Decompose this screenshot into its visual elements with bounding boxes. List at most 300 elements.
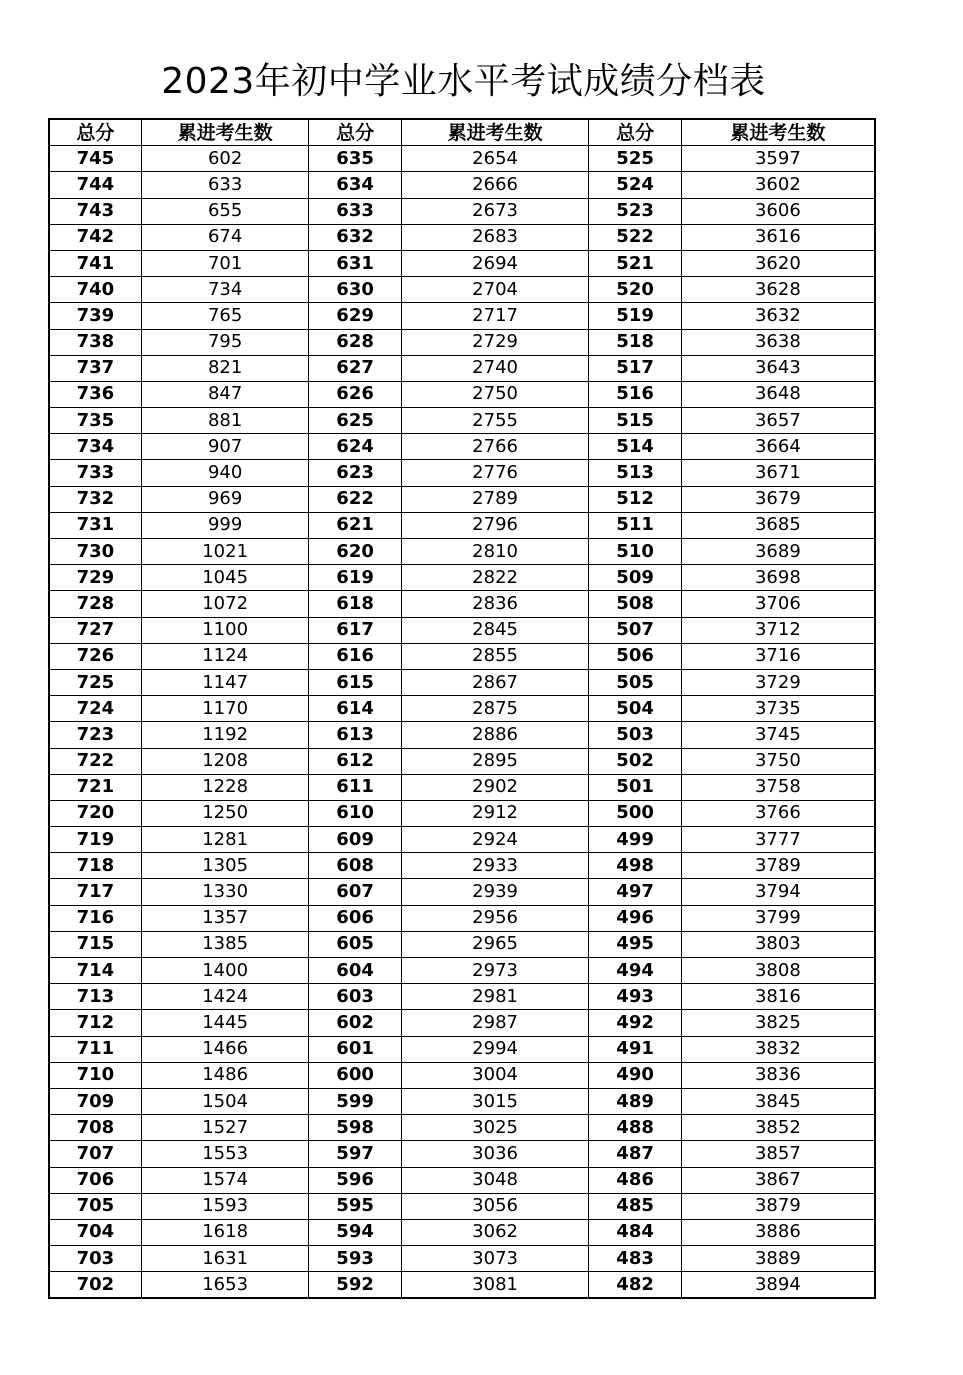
total-score-cell: 604 <box>309 958 401 984</box>
total-score-cell: 619 <box>309 565 401 591</box>
cumulative-count-cell: 2822 <box>401 565 589 591</box>
cumulative-count-cell: 2729 <box>401 329 589 355</box>
total-score-cell: 739 <box>49 303 141 329</box>
total-score-cell: 744 <box>49 172 141 198</box>
total-score-cell: 484 <box>589 1219 681 1245</box>
cumulative-count-cell: 2855 <box>401 643 589 669</box>
table-row <box>49 853 875 879</box>
table-row <box>49 905 875 931</box>
cumulative-count-cell: 2981 <box>401 984 589 1010</box>
cumulative-count-cell: 3620 <box>681 250 875 276</box>
total-score-cell: 502 <box>589 748 681 774</box>
total-score-cell: 728 <box>49 591 141 617</box>
cumulative-count-cell: 655 <box>141 198 309 224</box>
total-score-cell: 630 <box>309 277 401 303</box>
table-row <box>49 172 875 198</box>
cumulative-count-cell: 3643 <box>681 355 875 381</box>
total-score-cell: 483 <box>589 1246 681 1272</box>
cumulative-count-cell: 3867 <box>681 1167 875 1193</box>
cumulative-count-cell: 2810 <box>401 539 589 565</box>
total-score-cell: 623 <box>309 460 401 486</box>
total-score-cell: 504 <box>589 696 681 722</box>
total-score-cell: 624 <box>309 434 401 460</box>
total-score-cell: 716 <box>49 905 141 931</box>
table-row <box>49 643 875 669</box>
total-score-cell: 496 <box>589 905 681 931</box>
table-row <box>49 198 875 224</box>
cumulative-count-cell: 2973 <box>401 958 589 984</box>
cumulative-count-cell: 3606 <box>681 198 875 224</box>
cumulative-count-cell: 2867 <box>401 669 589 695</box>
total-score-cell: 740 <box>49 277 141 303</box>
total-score-cell: 723 <box>49 722 141 748</box>
cumulative-count-cell: 3729 <box>681 669 875 695</box>
cumulative-count-cell: 602 <box>141 146 309 172</box>
total-score-cell: 516 <box>589 381 681 407</box>
cumulative-count-cell: 1486 <box>141 1062 309 1088</box>
total-score-cell: 730 <box>49 539 141 565</box>
total-score-cell: 610 <box>309 800 401 826</box>
cumulative-count-cell: 3750 <box>681 748 875 774</box>
total-score-cell: 500 <box>589 800 681 826</box>
total-score-cell: 613 <box>309 722 401 748</box>
cumulative-count-cell: 3886 <box>681 1219 875 1245</box>
total-score-cell: 600 <box>309 1062 401 1088</box>
cumulative-count-cell: 1466 <box>141 1036 309 1062</box>
total-score-cell: 707 <box>49 1141 141 1167</box>
cumulative-count-cell: 1228 <box>141 774 309 800</box>
total-score-cell: 520 <box>589 277 681 303</box>
column-header-total-score: 总分 <box>589 119 681 146</box>
cumulative-count-cell: 2776 <box>401 460 589 486</box>
cumulative-count-cell: 2924 <box>401 827 589 853</box>
total-score-cell: 599 <box>309 1088 401 1114</box>
table-row <box>49 800 875 826</box>
cumulative-count-cell: 3056 <box>401 1193 589 1219</box>
cumulative-count-cell: 2683 <box>401 224 589 250</box>
cumulative-count-cell: 3716 <box>681 643 875 669</box>
total-score-cell: 488 <box>589 1115 681 1141</box>
total-score-cell: 617 <box>309 617 401 643</box>
cumulative-count-cell: 3638 <box>681 329 875 355</box>
total-score-cell: 511 <box>589 512 681 538</box>
cumulative-count-cell: 1100 <box>141 617 309 643</box>
cumulative-count-cell: 1424 <box>141 984 309 1010</box>
cumulative-count-cell: 2845 <box>401 617 589 643</box>
cumulative-count-cell: 3816 <box>681 984 875 1010</box>
total-score-cell: 490 <box>589 1062 681 1088</box>
table-row <box>49 1141 875 1167</box>
total-score-cell: 512 <box>589 486 681 512</box>
cumulative-count-cell: 3062 <box>401 1219 589 1245</box>
cumulative-count-cell: 3794 <box>681 879 875 905</box>
table-row <box>49 931 875 957</box>
score-table <box>48 118 876 1299</box>
total-score-cell: 725 <box>49 669 141 695</box>
cumulative-count-cell: 999 <box>141 512 309 538</box>
total-score-cell: 618 <box>309 591 401 617</box>
total-score-cell: 621 <box>309 512 401 538</box>
total-score-cell: 629 <box>309 303 401 329</box>
cumulative-count-cell: 2895 <box>401 748 589 774</box>
total-score-cell: 518 <box>589 329 681 355</box>
column-header-cumulative-count: 累进考生数 <box>681 119 875 146</box>
cumulative-count-cell: 3081 <box>401 1272 589 1299</box>
total-score-cell: 498 <box>589 853 681 879</box>
cumulative-count-cell: 2654 <box>401 146 589 172</box>
total-score-cell: 712 <box>49 1010 141 1036</box>
total-score-cell: 523 <box>589 198 681 224</box>
cumulative-count-cell: 2740 <box>401 355 589 381</box>
table-row <box>49 748 875 774</box>
table-row <box>49 722 875 748</box>
cumulative-count-cell: 3777 <box>681 827 875 853</box>
total-score-cell: 517 <box>589 355 681 381</box>
cumulative-count-cell: 2694 <box>401 250 589 276</box>
total-score-cell: 616 <box>309 643 401 669</box>
total-score-cell: 505 <box>589 669 681 695</box>
total-score-cell: 727 <box>49 617 141 643</box>
total-score-cell: 494 <box>589 958 681 984</box>
cumulative-count-cell: 1653 <box>141 1272 309 1299</box>
cumulative-count-cell: 2956 <box>401 905 589 931</box>
total-score-cell: 482 <box>589 1272 681 1299</box>
cumulative-count-cell: 3879 <box>681 1193 875 1219</box>
total-score-cell: 602 <box>309 1010 401 1036</box>
cumulative-count-cell: 2750 <box>401 381 589 407</box>
cumulative-count-cell: 3679 <box>681 486 875 512</box>
cumulative-count-cell: 2987 <box>401 1010 589 1036</box>
total-score-cell: 724 <box>49 696 141 722</box>
table-row <box>49 355 875 381</box>
table-row <box>49 565 875 591</box>
cumulative-count-cell: 3648 <box>681 381 875 407</box>
total-score-cell: 717 <box>49 879 141 905</box>
cumulative-count-cell: 1553 <box>141 1141 309 1167</box>
cumulative-count-cell: 1170 <box>141 696 309 722</box>
cumulative-count-cell: 3894 <box>681 1272 875 1299</box>
total-score-cell: 509 <box>589 565 681 591</box>
table-row <box>49 277 875 303</box>
total-score-cell: 510 <box>589 539 681 565</box>
cumulative-count-cell: 3852 <box>681 1115 875 1141</box>
total-score-cell: 702 <box>49 1272 141 1299</box>
total-score-cell: 736 <box>49 381 141 407</box>
cumulative-count-cell: 3745 <box>681 722 875 748</box>
total-score-cell: 491 <box>589 1036 681 1062</box>
table-row <box>49 696 875 722</box>
total-score-cell: 507 <box>589 617 681 643</box>
table-row <box>49 381 875 407</box>
cumulative-count-cell: 1618 <box>141 1219 309 1245</box>
table-row <box>49 146 875 172</box>
total-score-cell: 501 <box>589 774 681 800</box>
cumulative-count-cell: 2965 <box>401 931 589 957</box>
total-score-cell: 731 <box>49 512 141 538</box>
cumulative-count-cell: 1445 <box>141 1010 309 1036</box>
total-score-cell: 634 <box>309 172 401 198</box>
total-score-cell: 525 <box>589 146 681 172</box>
cumulative-count-cell: 3845 <box>681 1088 875 1114</box>
column-header-total-score: 总分 <box>309 119 401 146</box>
total-score-cell: 519 <box>589 303 681 329</box>
total-score-cell: 597 <box>309 1141 401 1167</box>
total-score-cell: 735 <box>49 408 141 434</box>
cumulative-count-cell: 3799 <box>681 905 875 931</box>
total-score-cell: 485 <box>589 1193 681 1219</box>
table-row <box>49 1219 875 1245</box>
total-score-cell: 737 <box>49 355 141 381</box>
cumulative-count-cell: 1072 <box>141 591 309 617</box>
total-score-cell: 710 <box>49 1062 141 1088</box>
cumulative-count-cell: 3758 <box>681 774 875 800</box>
table-row <box>49 984 875 1010</box>
total-score-cell: 738 <box>49 329 141 355</box>
cumulative-count-cell: 847 <box>141 381 309 407</box>
cumulative-count-cell: 2673 <box>401 198 589 224</box>
cumulative-count-cell: 3616 <box>681 224 875 250</box>
cumulative-count-cell: 1385 <box>141 931 309 957</box>
cumulative-count-cell: 701 <box>141 250 309 276</box>
total-score-cell: 612 <box>309 748 401 774</box>
table-row <box>49 1036 875 1062</box>
cumulative-count-cell: 3036 <box>401 1141 589 1167</box>
total-score-cell: 622 <box>309 486 401 512</box>
total-score-cell: 524 <box>589 172 681 198</box>
total-score-cell: 632 <box>309 224 401 250</box>
cumulative-count-cell: 3789 <box>681 853 875 879</box>
table-row <box>49 1246 875 1272</box>
cumulative-count-cell: 1208 <box>141 748 309 774</box>
table-row <box>49 879 875 905</box>
total-score-cell: 631 <box>309 250 401 276</box>
cumulative-count-cell: 1527 <box>141 1115 309 1141</box>
table-row <box>49 303 875 329</box>
cumulative-count-cell: 1593 <box>141 1193 309 1219</box>
cumulative-count-cell: 3706 <box>681 591 875 617</box>
cumulative-count-cell: 1631 <box>141 1246 309 1272</box>
total-score-cell: 713 <box>49 984 141 1010</box>
cumulative-count-cell: 3698 <box>681 565 875 591</box>
cumulative-count-cell: 969 <box>141 486 309 512</box>
total-score-cell: 595 <box>309 1193 401 1219</box>
cumulative-count-cell: 795 <box>141 329 309 355</box>
cumulative-count-cell: 765 <box>141 303 309 329</box>
table-row <box>49 512 875 538</box>
page-title: 2023年初中学业水平考试成绩分档表 <box>161 61 766 102</box>
total-score-cell: 615 <box>309 669 401 695</box>
table-row <box>49 1062 875 1088</box>
total-score-cell: 708 <box>49 1115 141 1141</box>
cumulative-count-cell: 2902 <box>401 774 589 800</box>
table-row <box>49 669 875 695</box>
cumulative-count-cell: 3712 <box>681 617 875 643</box>
table-row <box>49 486 875 512</box>
total-score-cell: 742 <box>49 224 141 250</box>
cumulative-count-cell: 3766 <box>681 800 875 826</box>
cumulative-count-cell: 674 <box>141 224 309 250</box>
cumulative-count-cell: 1147 <box>141 669 309 695</box>
total-score-cell: 732 <box>49 486 141 512</box>
total-score-cell: 601 <box>309 1036 401 1062</box>
total-score-cell: 522 <box>589 224 681 250</box>
cumulative-count-cell: 3632 <box>681 303 875 329</box>
total-score-cell: 704 <box>49 1219 141 1245</box>
total-score-cell: 734 <box>49 434 141 460</box>
total-score-cell: 495 <box>589 931 681 957</box>
cumulative-count-cell: 1330 <box>141 879 309 905</box>
total-score-cell: 714 <box>49 958 141 984</box>
cumulative-count-cell: 3836 <box>681 1062 875 1088</box>
cumulative-count-cell: 3004 <box>401 1062 589 1088</box>
cumulative-count-cell: 3073 <box>401 1246 589 1272</box>
total-score-cell: 609 <box>309 827 401 853</box>
total-score-cell: 745 <box>49 146 141 172</box>
total-score-cell: 499 <box>589 827 681 853</box>
total-score-cell: 703 <box>49 1246 141 1272</box>
cumulative-count-cell: 1021 <box>141 539 309 565</box>
column-header-cumulative-count: 累进考生数 <box>141 119 309 146</box>
total-score-cell: 592 <box>309 1272 401 1299</box>
total-score-cell: 515 <box>589 408 681 434</box>
total-score-cell: 719 <box>49 827 141 853</box>
table-row <box>49 224 875 250</box>
table-row <box>49 1115 875 1141</box>
total-score-cell: 603 <box>309 984 401 1010</box>
cumulative-count-cell: 2717 <box>401 303 589 329</box>
total-score-cell: 709 <box>49 1088 141 1114</box>
total-score-cell: 486 <box>589 1167 681 1193</box>
total-score-cell: 598 <box>309 1115 401 1141</box>
cumulative-count-cell: 1124 <box>141 643 309 669</box>
total-score-cell: 593 <box>309 1246 401 1272</box>
cumulative-count-cell: 1357 <box>141 905 309 931</box>
cumulative-count-cell: 2875 <box>401 696 589 722</box>
total-score-cell: 726 <box>49 643 141 669</box>
cumulative-count-cell: 2994 <box>401 1036 589 1062</box>
total-score-cell: 720 <box>49 800 141 826</box>
total-score-cell: 635 <box>309 146 401 172</box>
cumulative-count-cell: 3657 <box>681 408 875 434</box>
cumulative-count-cell: 3832 <box>681 1036 875 1062</box>
cumulative-count-cell: 3664 <box>681 434 875 460</box>
total-score-cell: 497 <box>589 879 681 905</box>
total-score-cell: 718 <box>49 853 141 879</box>
cumulative-count-cell: 2939 <box>401 879 589 905</box>
total-score-cell: 721 <box>49 774 141 800</box>
cumulative-count-cell: 1574 <box>141 1167 309 1193</box>
table-row <box>49 1010 875 1036</box>
cumulative-count-cell: 3889 <box>681 1246 875 1272</box>
total-score-cell: 614 <box>309 696 401 722</box>
cumulative-count-cell: 2836 <box>401 591 589 617</box>
table-body <box>49 146 875 1299</box>
cumulative-count-cell: 3735 <box>681 696 875 722</box>
table-row <box>49 617 875 643</box>
cumulative-count-cell: 1504 <box>141 1088 309 1114</box>
table-row <box>49 1167 875 1193</box>
column-header-total-score: 总分 <box>49 119 141 146</box>
cumulative-count-cell: 2796 <box>401 512 589 538</box>
cumulative-count-cell: 3602 <box>681 172 875 198</box>
total-score-cell: 741 <box>49 250 141 276</box>
table-row <box>49 1088 875 1114</box>
cumulative-count-cell: 3685 <box>681 512 875 538</box>
cumulative-count-cell: 1192 <box>141 722 309 748</box>
total-score-cell: 611 <box>309 774 401 800</box>
cumulative-count-cell: 1400 <box>141 958 309 984</box>
total-score-cell: 607 <box>309 879 401 905</box>
cumulative-count-cell: 3628 <box>681 277 875 303</box>
total-score-cell: 503 <box>589 722 681 748</box>
cumulative-count-cell: 907 <box>141 434 309 460</box>
cumulative-count-cell: 2704 <box>401 277 589 303</box>
table-row <box>49 774 875 800</box>
cumulative-count-cell: 3015 <box>401 1088 589 1114</box>
total-score-cell: 605 <box>309 931 401 957</box>
cumulative-count-cell: 2789 <box>401 486 589 512</box>
total-score-cell: 729 <box>49 565 141 591</box>
cumulative-count-cell: 3825 <box>681 1010 875 1036</box>
cumulative-count-cell: 3857 <box>681 1141 875 1167</box>
cumulative-count-cell: 821 <box>141 355 309 381</box>
total-score-cell: 633 <box>309 198 401 224</box>
cumulative-count-cell: 3808 <box>681 958 875 984</box>
total-score-cell: 626 <box>309 381 401 407</box>
cumulative-count-cell: 940 <box>141 460 309 486</box>
total-score-cell: 722 <box>49 748 141 774</box>
cumulative-count-cell: 633 <box>141 172 309 198</box>
total-score-cell: 493 <box>589 984 681 1010</box>
total-score-cell: 625 <box>309 408 401 434</box>
total-score-cell: 733 <box>49 460 141 486</box>
total-score-cell: 628 <box>309 329 401 355</box>
cumulative-count-cell: 3671 <box>681 460 875 486</box>
total-score-cell: 596 <box>309 1167 401 1193</box>
cumulative-count-cell: 734 <box>141 277 309 303</box>
table-row <box>49 591 875 617</box>
total-score-cell: 506 <box>589 643 681 669</box>
total-score-cell: 620 <box>309 539 401 565</box>
total-score-cell: 508 <box>589 591 681 617</box>
total-score-cell: 489 <box>589 1088 681 1114</box>
table-row <box>49 539 875 565</box>
table-row <box>49 1272 875 1299</box>
cumulative-count-cell: 2755 <box>401 408 589 434</box>
total-score-cell: 606 <box>309 905 401 931</box>
cumulative-count-cell: 2886 <box>401 722 589 748</box>
total-score-cell: 627 <box>309 355 401 381</box>
total-score-cell: 492 <box>589 1010 681 1036</box>
table-row <box>49 250 875 276</box>
cumulative-count-cell: 1305 <box>141 853 309 879</box>
total-score-cell: 487 <box>589 1141 681 1167</box>
cumulative-count-cell: 1281 <box>141 827 309 853</box>
cumulative-count-cell: 3048 <box>401 1167 589 1193</box>
table-header-row <box>49 119 875 146</box>
cumulative-count-cell: 881 <box>141 408 309 434</box>
cumulative-count-cell: 2766 <box>401 434 589 460</box>
table-row <box>49 958 875 984</box>
total-score-cell: 513 <box>589 460 681 486</box>
total-score-cell: 608 <box>309 853 401 879</box>
cumulative-count-cell: 3803 <box>681 931 875 957</box>
table-row <box>49 827 875 853</box>
cumulative-count-cell: 3689 <box>681 539 875 565</box>
total-score-cell: 521 <box>589 250 681 276</box>
table-row <box>49 460 875 486</box>
total-score-cell: 594 <box>309 1219 401 1245</box>
